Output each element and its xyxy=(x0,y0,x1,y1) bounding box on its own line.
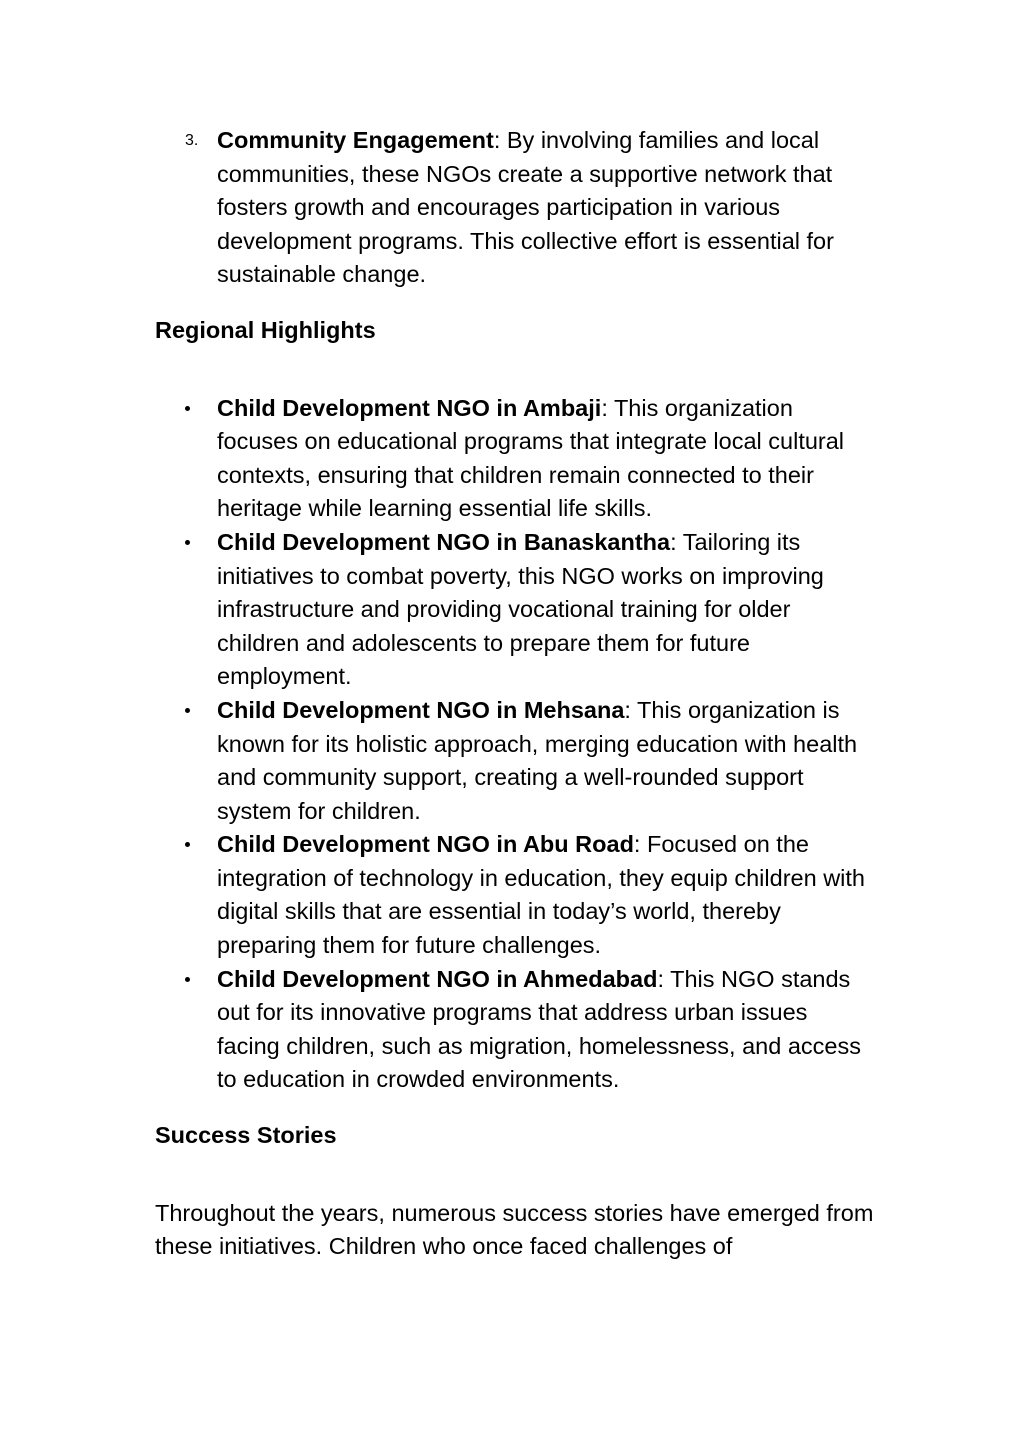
item-term: Child Development NGO in Mehsana xyxy=(217,696,625,723)
list-item-ambaji xyxy=(155,392,875,526)
numbered-list-item-community-engagement xyxy=(155,124,875,292)
bullet-icon xyxy=(185,540,190,545)
item-description: : This organization focuses on educational programs that integrate local cultural contexts, ensuring that children remain connected to their heritage while learning essential life skills. xyxy=(217,394,845,522)
document-content xyxy=(155,124,875,1264)
regional-highlights-list xyxy=(155,392,875,1097)
regional-highlights-heading: Regional Highlights xyxy=(155,316,376,343)
item-term: Child Development NGO in Ambaji xyxy=(217,394,602,421)
bullet-icon xyxy=(185,977,190,982)
list-item-mehsana xyxy=(155,694,875,828)
item-description: : This NGO stands out for its innovative programs that address urban issues facing children, such as migration, homelessness, and access to education in crowded environments. xyxy=(217,965,861,1093)
item-term: Child Development NGO in Abu Road xyxy=(217,831,634,858)
item-term: Child Development NGO in Ahmedabad xyxy=(217,965,658,992)
item-description: : This organization is known for its holistic approach, merging education with health and community support, creating a well-rounded support system for children. xyxy=(217,696,858,824)
success-stories-paragraph: Throughout the years, numerous success stories have emerged from these initiatives. Children who once faced challenges of xyxy=(155,1199,874,1260)
list-item-ahmedabad xyxy=(155,963,875,1097)
item-description: : Tailoring its initiatives to combat poverty, this NGO works on improving infrastructure and providing vocational training for older children and adolescents to prepare them for future employment. xyxy=(217,528,824,690)
item-term: Child Development NGO in Banaskantha xyxy=(217,528,671,555)
list-item-banaskantha xyxy=(155,526,875,694)
list-item-abu-road xyxy=(155,828,875,962)
bullet-icon xyxy=(185,406,190,411)
item-term: Community Engagement xyxy=(217,127,494,153)
success-stories-heading: Success Stories xyxy=(155,1122,337,1149)
list-number: 3. xyxy=(185,132,199,149)
bullet-icon xyxy=(185,842,190,847)
item-description: : By involving families and local communities, these NGOs create a supportive network that fosters growth and encourages participation in various development programs. This collective effort is essential for sustainable change. xyxy=(217,127,834,288)
bullet-icon xyxy=(185,708,190,713)
item-description: : Focused on the integration of technology in education, they equip children with digital skills that are essential in today’s world, thereby preparing them for future challenges. xyxy=(217,831,865,959)
